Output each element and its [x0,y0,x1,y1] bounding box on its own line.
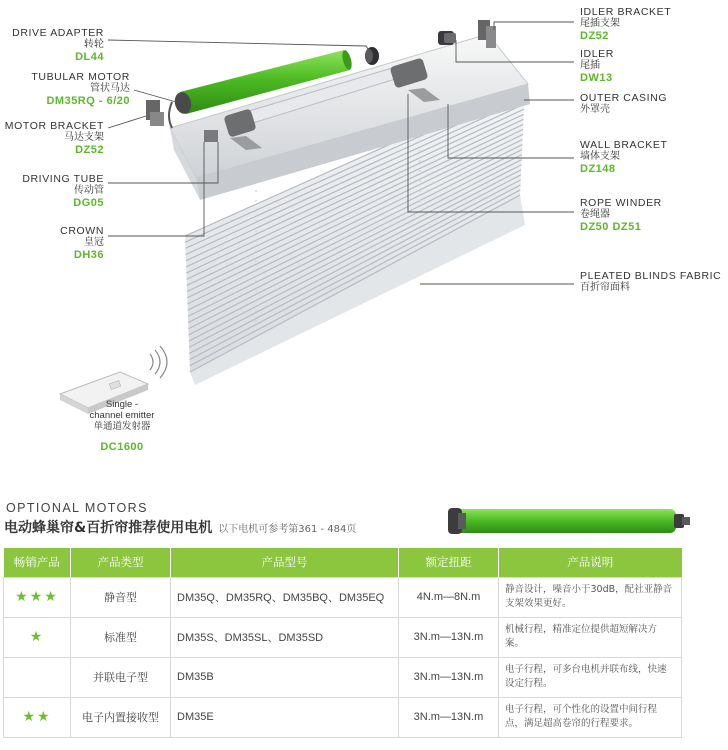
callout-code: DZ52 [580,29,609,42]
callout-cn: 传动管 [74,185,104,197]
optional-motors-subtitle-text: 电动蜂巢帘&百折帘推荐使用电机 [4,520,213,536]
callout-code: DM35RQ - 6/20 [46,94,130,107]
optional-motors-title: OPTIONAL MOTORS [6,501,148,515]
callout-crown [0,225,104,261]
callout-code: DZ50 DZ51 [580,220,642,233]
callout-drive-adapter [4,27,104,63]
product-model: DM35B [171,657,399,697]
table-header-row [4,548,682,577]
table-row [4,657,682,697]
callout-cn: 墙体支架 [580,151,620,163]
bestseller-stars [4,657,71,697]
header-description: 产品说明 [499,548,682,577]
rated-torque: 3N.m—13N.m [399,617,499,657]
product-description: 静音设计，噪音小于30dB，配社亚静音支架效果更好。 [499,577,682,617]
emitter-cn: 单通道发射器 [93,420,151,432]
motor-table [3,548,682,738]
product-model: DM35S、DM35SL、DM35SD [171,617,399,657]
callout-en: PLEATED BLINDS FABRIC [580,270,722,282]
callout-code: DW13 [580,71,613,84]
callout-motor-bracket [0,120,104,156]
rated-torque: 4N.m—8N.m [399,577,499,617]
callout-cn: 管状马达 [90,83,130,95]
table-row [4,697,682,737]
rated-torque: 3N.m—13N.m [399,657,499,697]
tubular-motor-photo [444,505,692,539]
product-description: 电子行程，可多台电机并联布线，快速设定行程。 [499,657,682,697]
rated-torque: 3N.m—13N.m [399,697,499,737]
bestseller-stars: ★★ [4,697,71,737]
product-model: DM35E [171,697,399,737]
product-type: 并联电子型 [71,657,171,697]
callout-idler-bracket [580,6,720,42]
product-description: 机械行程，精准定位提供超短解决方案。 [499,617,682,657]
callout-wall-bracket [580,139,720,175]
emitter-code: DC1600 [100,440,144,453]
page-reference-note: 以下电机可参考第361 - 484页 [218,524,357,535]
emitter-line2: channel emitter [89,409,155,421]
callout-tubular-motor [0,71,130,107]
motor-bracket-shape [146,100,164,126]
callout-outer-casing [580,92,720,116]
callout-en: IDLER BRACKET [580,6,672,18]
table-row [4,577,682,617]
callout-code: DL44 [75,50,104,63]
callout-en: IDLER [580,48,614,60]
callout-en: TUBULAR MOTOR [31,71,130,83]
callout-idler [580,48,720,84]
callout-rope-winder [580,197,720,233]
callout-en: ROPE WINDER [580,197,662,209]
product-type: 电子内置接收型 [71,697,171,737]
table-row [4,617,682,657]
callout-cn: 尾插 [580,60,600,72]
product-type: 静音型 [71,577,171,617]
header-torque: 额定扭距 [399,548,499,577]
callout-en: OUTER CASING [580,92,668,104]
product-model: DM35Q、DM35RQ、DM35BQ、DM35EQ [171,577,399,617]
header-type: 产品类型 [71,548,171,577]
callout-cn: 皇冠 [84,237,104,249]
callout-driving-tube [0,173,104,209]
header-bestseller: 畅销产品 [4,548,71,577]
callout-code: DG05 [73,196,104,209]
bestseller-stars: ★ [4,617,71,657]
callout-fabric [580,270,726,294]
callout-code: DH36 [73,248,104,261]
callout-en: WALL BRACKET [580,139,668,151]
product-type: 标准型 [71,617,171,657]
bestseller-stars: ★★★ [4,577,71,617]
callout-cn: 马达支架 [64,132,104,144]
callout-cn: 转轮 [84,39,104,51]
callout-cn: 尾插支架 [580,18,620,30]
callout-code: DZ148 [580,162,616,175]
callout-code: DZ52 [75,143,104,156]
callout-en: DRIVE ADAPTER [12,27,104,39]
emitter-label [82,400,162,453]
callout-en: DRIVING TUBE [22,173,104,185]
emitter-line1: Single - [105,399,139,410]
product-description: 电子行程，可个性化的设置中间行程点，满足超高卷帘的行程要求。 [499,697,682,737]
optional-motors-subtitle [4,517,356,537]
crown-shape [204,130,218,142]
header-model: 产品型号 [171,548,399,577]
callout-cn: 卷绳器 [580,209,610,221]
callout-en: MOTOR BRACKET [4,120,104,132]
callout-cn: 外罩壳 [580,104,610,116]
callout-en: CROWN [60,225,104,237]
drive-adapter-shape [365,47,379,65]
callout-cn: 百折帘面料 [580,282,630,294]
idler-shape [438,31,456,45]
